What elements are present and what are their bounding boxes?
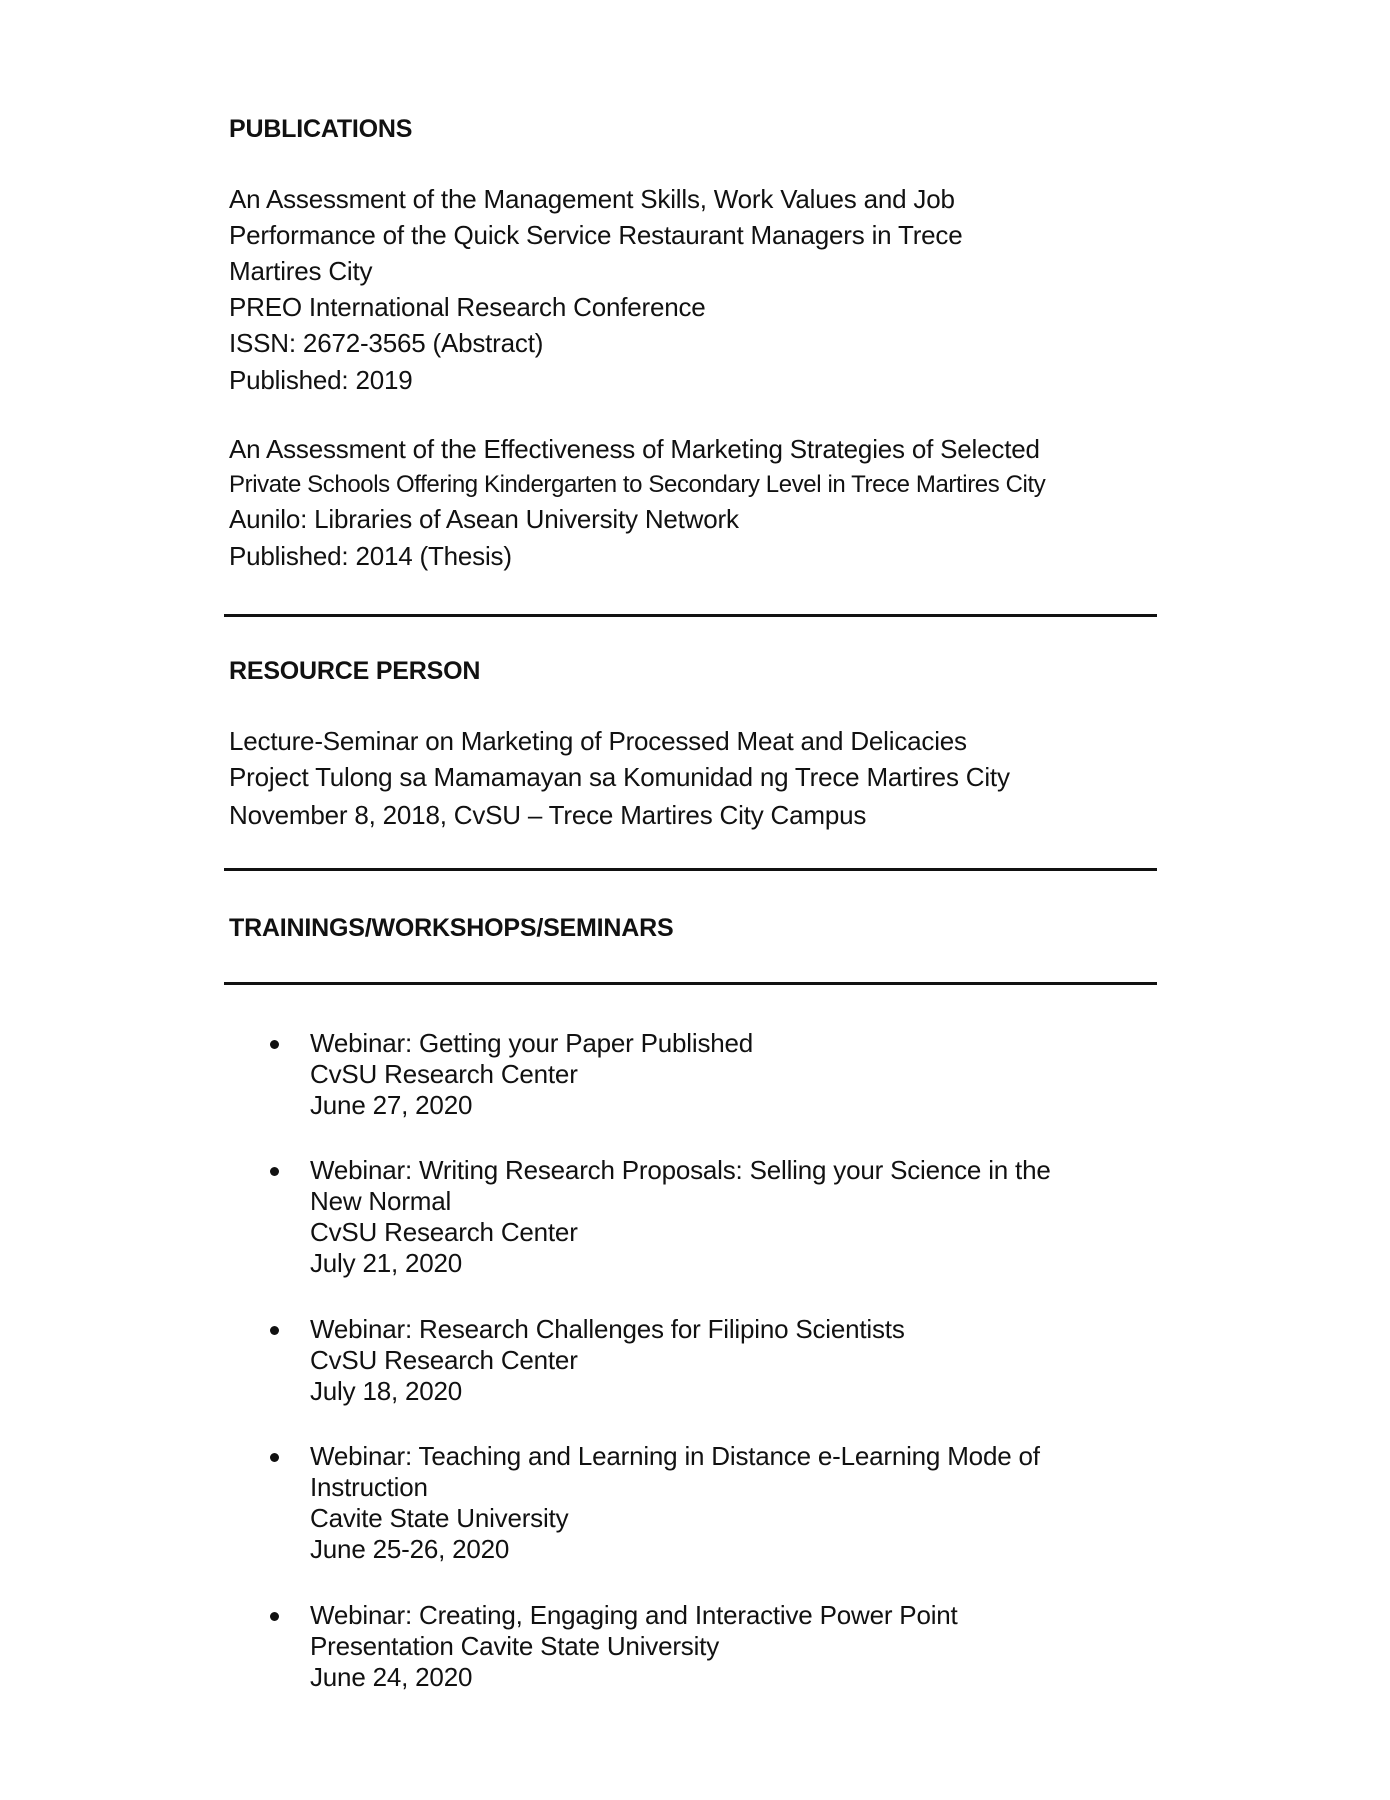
section-divider — [224, 614, 1157, 617]
publications-heading: PUBLICATIONS — [229, 115, 413, 143]
bullet-icon — [270, 1453, 279, 1462]
bullet-icon — [270, 1040, 279, 1049]
resource-person-line: Lecture-Seminar on Marketing of Processed Meat and Delicacies — [229, 726, 967, 756]
resource-person-heading: RESOURCE PERSON — [229, 657, 481, 685]
training-date: June 25-26, 2020 — [310, 1534, 510, 1564]
training-date: July 21, 2020 — [310, 1248, 463, 1278]
training-organizer: Cavite State University — [310, 1503, 569, 1533]
publication-title-line: Private Schools Offering Kindergarten to Secondary Level in Trece Martires City — [229, 471, 1046, 498]
trainings-heading: TRAININGS/WORKSHOPS/SEMINARS — [229, 914, 674, 942]
resource-person-line: November 8, 2018, CvSU – Trece Martires City Campus — [229, 800, 867, 830]
training-title: New Normal — [310, 1186, 452, 1216]
publication-title-line: An Assessment of the Effectiveness of Marketing Strategies of Selected — [229, 434, 1040, 464]
training-title: Webinar: Creating, Engaging and Interactive Power Point — [310, 1600, 958, 1630]
training-title: Webinar: Getting your Paper Published — [310, 1028, 754, 1058]
section-divider — [224, 868, 1157, 871]
publication-title-line: Performance of the Quick Service Restaurant Managers in Trece — [229, 220, 963, 250]
training-organizer: CvSU Research Center — [310, 1059, 578, 1089]
training-title: Presentation Cavite State University — [310, 1631, 719, 1661]
resource-person-line: Project Tulong sa Mamamayan sa Komunidad ng Trece Martires City — [229, 762, 1010, 792]
training-title: Instruction — [310, 1472, 428, 1502]
publication-issn: ISSN: 2672-3565 (Abstract) — [229, 328, 544, 358]
training-organizer: CvSU Research Center — [310, 1345, 578, 1375]
publication-title-line: An Assessment of the Management Skills, Work Values and Job — [229, 184, 955, 214]
training-date: June 24, 2020 — [310, 1662, 473, 1692]
training-date: June 27, 2020 — [310, 1090, 473, 1120]
section-divider — [224, 982, 1157, 985]
publication-venue: PREO International Research Conference — [229, 292, 706, 322]
publication-venue: Aunilo: Libraries of Asean University Network — [229, 504, 739, 534]
bullet-icon — [270, 1612, 279, 1621]
bullet-icon — [270, 1326, 279, 1335]
publication-date: Published: 2019 — [229, 365, 413, 395]
publication-title-line: Martires City — [229, 256, 373, 286]
training-title: Webinar: Teaching and Learning in Distance e-Learning Mode of — [310, 1441, 1040, 1471]
training-title: Webinar: Writing Research Proposals: Selling your Science in the — [310, 1155, 1051, 1185]
training-title: Webinar: Research Challenges for Filipino Scientists — [310, 1314, 905, 1344]
training-organizer: CvSU Research Center — [310, 1217, 578, 1247]
publication-date: Published: 2014 (Thesis) — [229, 541, 512, 571]
bullet-icon — [270, 1167, 279, 1176]
training-date: July 18, 2020 — [310, 1376, 463, 1406]
